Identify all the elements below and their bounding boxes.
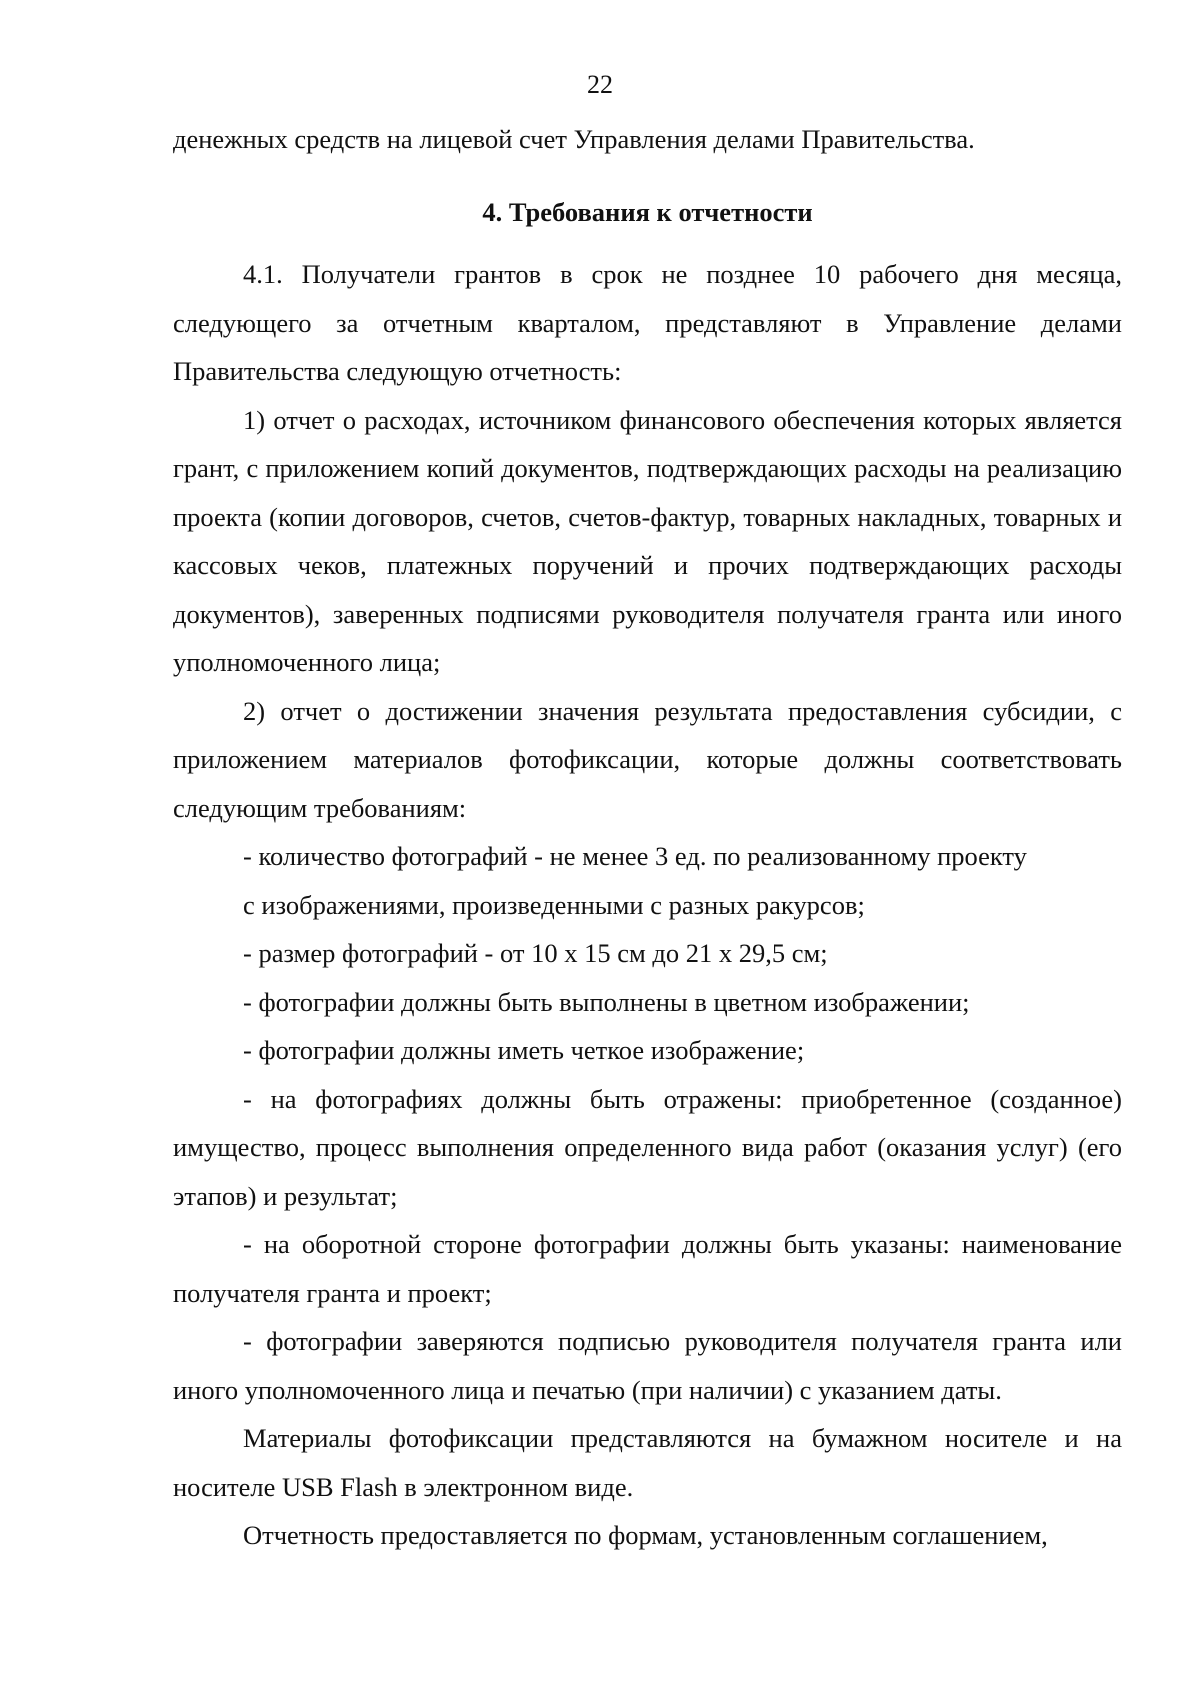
section-heading: 4. Требования к отчетности: [482, 196, 813, 227]
page-number: 22: [587, 70, 613, 99]
requirement-photo-color: - фотографии должны быть выполнены в цветном изображении;: [243, 986, 970, 1017]
reporting-forms-paragraph: Отчетность предоставляется по формам, установленным соглашением,: [243, 1520, 1048, 1550]
paragraph-4-1: 4.1. Получатели грантов в срок не позднее 10 рабочего дня месяца, следующего за отчетным кварталом, представляют в Управление делами Правительства следующую отчетность:: [173, 259, 1122, 386]
requirement-photo-sharpness: - фотографии должны иметь четкое изображение;: [243, 1035, 805, 1065]
requirement-photo-content: - на фотографиях должны быть отражены: приобретенное (созданное) имущество, процесс выполнения определенного вида работ (оказания услуг) (его этапов) и результат;: [173, 1083, 1122, 1211]
materials-paragraph: Материалы фотофиксации представляются на бумажном носителе и на носителе USB Flash в электронном виде.: [173, 1423, 1122, 1502]
requirement-photo-signature: - фотографии заверяются подписью руководителя получателя гранта или иного уполномоченного лица и печатью (при наличии) с указанием даты.: [173, 1326, 1122, 1405]
document-body: [173, 115, 1122, 1560]
requirement-photo-size: - размер фотографий - от 10 х 15 см до 21 х 29,5 см;: [243, 938, 828, 968]
requirement-photo-angles: с изображениями, произведенными с разных ракурсов;: [243, 889, 865, 920]
continuation-text: денежных средств на лицевой счет Управления делами Правительства.: [173, 124, 975, 154]
requirement-photo-count: - количество фотографий - не менее 3 ед. по реализованному проекту: [243, 841, 1027, 871]
report-item-2: 2) отчет о достижении значения результата предоставления субсидии, с приложением материалов фотофиксации, которые должны соответствовать следующим требованиям:: [173, 695, 1122, 823]
report-item-1: 1) отчет о расходах, источником финансового обеспечения которых является грант, с приложением копий документов, подтверждающих расходы на реализацию проекта (копии договоров, счетов, счетов-фактур, товарных накладных, товарных и кассовых чеков, платежных поручений и прочих подтверждающих расходы документов), заверенных подписями руководителя получателя гранта или иного уполномоченного лица;: [173, 404, 1122, 677]
requirement-photo-back: - на оборотной стороне фотографии должны быть указаны: наименование получателя гранта и проект;: [173, 1229, 1122, 1308]
